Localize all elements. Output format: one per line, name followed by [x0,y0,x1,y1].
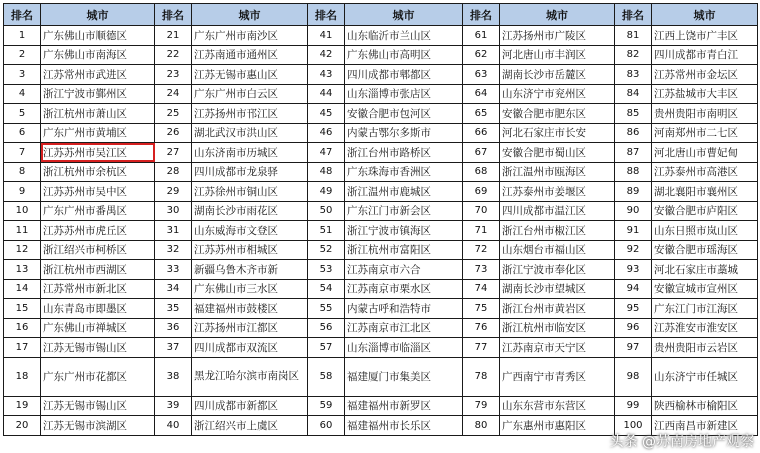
rank-cell: 13 [4,260,41,280]
rank-cell: 73 [463,260,500,280]
rank-cell: 45 [308,104,345,124]
rank-cell: 7 [4,143,41,163]
rank-cell: 24 [155,84,192,104]
city-cell: 安徽合肥市肥东区 [500,104,615,124]
table-row [4,221,758,241]
rank-cell: 96 [615,318,652,338]
city-cell: 广东佛山市禅城区 [41,318,155,338]
rank-cell: 74 [463,279,500,299]
city-cell: 浙江宁波市鄞州区 [41,84,155,104]
table-row [4,65,758,85]
city-cell: 安徽合肥市庐阳区 [652,201,758,221]
rank-cell: 43 [308,65,345,85]
rank-cell: 18 [4,357,41,396]
city-cell: 湖南长沙市雨花区 [192,201,308,221]
rank-cell: 16 [4,318,41,338]
table-row [4,201,758,221]
city-cell: 江苏苏州市吴中区 [41,182,155,202]
rank-cell: 49 [308,182,345,202]
table-row [4,45,758,65]
rank-cell: 48 [308,162,345,182]
city-cell: 江苏扬州市广陵区 [500,26,615,46]
rank-cell: 58 [308,357,345,396]
rank-cell: 92 [615,240,652,260]
rank-cell: 36 [155,318,192,338]
rank-cell: 44 [308,84,345,104]
city-cell: 山东东营市东营区 [500,396,615,416]
city-cell: 江苏南通市通州区 [192,45,308,65]
city-cell: 山东淄博市临淄区 [345,338,463,358]
rank-cell: 77 [463,338,500,358]
column-header-rank: 排名 [155,4,192,26]
city-cell: 江苏泰州市高港区 [652,162,758,182]
city-cell: 江苏南京市天宁区 [500,338,615,358]
city-cell: 福建福州市鼓楼区 [192,299,308,319]
rank-cell: 67 [463,143,500,163]
rank-cell: 86 [615,123,652,143]
rank-cell: 72 [463,240,500,260]
city-cell: 山东淄博市张店区 [345,84,463,104]
rank-cell: 62 [463,45,500,65]
city-cell: 黑龙江哈尔滨市南岗区 [192,357,308,396]
rank-cell: 25 [155,104,192,124]
rank-cell: 60 [308,416,345,436]
city-cell: 河北石家庄市藁城 [652,260,758,280]
city-cell: 四川成都市新都区 [192,396,308,416]
rank-cell: 66 [463,123,500,143]
city-cell: 广东江门市新会区 [345,201,463,221]
rank-cell: 26 [155,123,192,143]
city-cell: 浙江宁波市镇海区 [345,221,463,241]
city-cell: 江苏扬州市江都区 [192,318,308,338]
rank-cell: 55 [308,299,345,319]
rank-cell: 78 [463,357,500,396]
table-row [4,318,758,338]
column-header-rank: 排名 [308,4,345,26]
rank-cell: 8 [4,162,41,182]
city-cell: 河北石家庄市长安 [500,123,615,143]
city-cell: 河南郑州市二七区 [652,123,758,143]
city-cell: 浙江杭州市余杭区 [41,162,155,182]
rank-cell: 65 [463,104,500,124]
city-cell: 广东佛山市三水区 [192,279,308,299]
rank-cell: 87 [615,143,652,163]
table-row [4,123,758,143]
rank-cell: 52 [308,240,345,260]
table-row [4,338,758,358]
city-cell: 江苏苏州市虎丘区 [41,221,155,241]
rank-cell: 68 [463,162,500,182]
city-cell: 贵州贵阳市云岩区 [652,338,758,358]
rank-cell: 59 [308,396,345,416]
city-cell: 安徽合肥市包河区 [345,104,463,124]
rank-cell: 53 [308,260,345,280]
rank-cell: 39 [155,396,192,416]
rank-cell: 91 [615,221,652,241]
city-cell: 福建福州市长乐区 [345,416,463,436]
city-cell: 四川成都市双流区 [192,338,308,358]
rank-cell: 5 [4,104,41,124]
city-cell: 江苏盐城市大丰区 [652,84,758,104]
rank-cell: 29 [155,182,192,202]
rank-cell: 46 [308,123,345,143]
city-cell: 江苏扬州市邗江区 [192,104,308,124]
rank-cell: 70 [463,201,500,221]
city-cell: 福建福州市新罗区 [345,396,463,416]
rank-cell: 82 [615,45,652,65]
city-cell: 广西南宁市青秀区 [500,357,615,396]
rank-cell: 89 [615,182,652,202]
ranking-table [3,3,758,436]
table-row [4,104,758,124]
rank-cell: 98 [615,357,652,396]
rank-cell: 17 [4,338,41,358]
city-cell: 河北唐山市丰润区 [500,45,615,65]
rank-cell: 75 [463,299,500,319]
column-header-rank: 排名 [463,4,500,26]
city-cell: 浙江杭州市西湖区 [41,260,155,280]
column-header-rank: 排名 [615,4,652,26]
city-cell: 陕西榆林市榆阳区 [652,396,758,416]
city-cell: 山东日照市岚山区 [652,221,758,241]
rank-cell: 10 [4,201,41,221]
rank-cell: 100 [615,416,652,436]
city-cell: 江苏无锡市惠山区 [192,65,308,85]
city-cell: 江苏无锡市锡山区 [41,338,155,358]
rank-cell: 4 [4,84,41,104]
city-cell: 四川成都市青白江 [652,45,758,65]
rank-cell: 15 [4,299,41,319]
rank-cell: 11 [4,221,41,241]
city-cell: 江苏南京市六合 [345,260,463,280]
header-row [4,4,758,26]
table-row [4,240,758,260]
table-row [4,279,758,299]
rank-cell: 28 [155,162,192,182]
rank-cell: 63 [463,65,500,85]
city-cell: 广东珠海市香洲区 [345,162,463,182]
city-cell: 山东济宁市兖州区 [500,84,615,104]
city-cell: 广东佛山市南海区 [41,45,155,65]
table-row [4,26,758,46]
city-cell: 江苏徐州市铜山区 [192,182,308,202]
city-cell: 安徽合肥市蜀山区 [500,143,615,163]
column-header-rank: 排名 [4,4,41,26]
city-cell: 广东广州市白云区 [192,84,308,104]
rank-cell: 32 [155,240,192,260]
rank-cell: 95 [615,299,652,319]
rank-cell: 85 [615,104,652,124]
city-cell: 浙江台州市椒江区 [500,221,615,241]
city-cell: 广东广州市花都区 [41,357,155,396]
city-cell: 浙江温州市瓯海区 [500,162,615,182]
city-cell: 广东广州市南沙区 [192,26,308,46]
rank-cell: 1 [4,26,41,46]
city-cell: 广东惠州市惠阳区 [500,416,615,436]
city-cell: 山东威海市文登区 [192,221,308,241]
rank-cell: 57 [308,338,345,358]
rank-cell: 99 [615,396,652,416]
city-cell: 四川成都市温江区 [500,201,615,221]
city-cell: 江苏南京市江北区 [345,318,463,338]
city-cell: 四川成都市郫都区 [345,65,463,85]
rank-cell: 34 [155,279,192,299]
city-cell: 广东广州市黄埔区 [41,123,155,143]
city-cell: 山东临沂市兰山区 [345,26,463,46]
rank-cell: 38 [155,357,192,396]
city-cell: 福建厦门市集美区 [345,357,463,396]
city-cell: 浙江宁波市奉化区 [500,260,615,280]
rank-cell: 84 [615,84,652,104]
rank-cell: 51 [308,221,345,241]
rank-cell: 93 [615,260,652,280]
rank-cell: 69 [463,182,500,202]
city-cell: 广东佛山市高明区 [345,45,463,65]
city-cell: 江苏无锡市锡山区 [41,396,155,416]
city-cell: 浙江杭州市临安区 [500,318,615,338]
rank-cell: 31 [155,221,192,241]
city-cell: 浙江绍兴市上虞区 [192,416,308,436]
city-cell: 安徽合肥市瑶海区 [652,240,758,260]
city-cell: 江苏苏州市相城区 [192,240,308,260]
rank-cell: 64 [463,84,500,104]
rank-cell: 90 [615,201,652,221]
city-cell: 浙江杭州市萧山区 [41,104,155,124]
table-row [4,162,758,182]
rank-cell: 9 [4,182,41,202]
rank-cell: 35 [155,299,192,319]
city-cell: 江苏常州市武进区 [41,65,155,85]
city-cell: 四川成都市龙泉驿 [192,162,308,182]
city-cell: 湖北武汉市洪山区 [192,123,308,143]
city-cell: 浙江绍兴市柯桥区 [41,240,155,260]
watermark: 头条 @苏南房地产观察 [609,434,754,450]
rank-cell: 71 [463,221,500,241]
table-row [4,143,758,163]
city-cell: 内蒙古呼和浩特市 [345,299,463,319]
table-row [4,260,758,280]
rank-cell: 56 [308,318,345,338]
rank-cell: 61 [463,26,500,46]
column-header-city: 城市 [500,4,615,26]
table-row [4,182,758,202]
rank-cell: 88 [615,162,652,182]
rank-cell: 79 [463,396,500,416]
table-row [4,357,758,396]
city-cell: 河北唐山市曹妃甸 [652,143,758,163]
city-cell: 湖南长沙市岳麓区 [500,65,615,85]
rank-cell: 83 [615,65,652,85]
city-cell: 江苏南京市栗水区 [345,279,463,299]
rank-cell: 40 [155,416,192,436]
rank-cell: 54 [308,279,345,299]
rank-cell: 30 [155,201,192,221]
city-cell: 江苏常州市新北区 [41,279,155,299]
city-cell: 贵州贵阳市南明区 [652,104,758,124]
rank-cell: 37 [155,338,192,358]
rank-cell: 97 [615,338,652,358]
city-cell: 湖北襄阳市襄州区 [652,182,758,202]
rank-cell: 23 [155,65,192,85]
city-cell: 浙江台州市路桥区 [345,143,463,163]
rank-cell: 80 [463,416,500,436]
city-cell: 山东烟台市福山区 [500,240,615,260]
column-header-city: 城市 [652,4,758,26]
rank-cell: 20 [4,416,41,436]
rank-cell: 19 [4,396,41,416]
rank-cell: 21 [155,26,192,46]
city-cell: 江苏无锡市滨湖区 [41,416,155,436]
city-cell: 山东青岛市即墨区 [41,299,155,319]
city-cell: 江西上饶市广丰区 [652,26,758,46]
city-cell: 江苏泰州市姜堰区 [500,182,615,202]
rank-cell: 12 [4,240,41,260]
city-cell: 广东江门市江海区 [652,299,758,319]
column-header-city: 城市 [41,4,155,26]
rank-cell: 22 [155,45,192,65]
rank-cell: 94 [615,279,652,299]
rank-cell: 41 [308,26,345,46]
rank-cell: 6 [4,123,41,143]
table-body [4,26,758,436]
city-cell: 山东济南市历城区 [192,143,308,163]
rank-cell: 76 [463,318,500,338]
city-cell: 新疆乌鲁木齐市新 [192,260,308,280]
city-cell: 浙江杭州市富阳区 [345,240,463,260]
city-cell: 内蒙古鄂尔多斯市 [345,123,463,143]
city-cell: 广东佛山市顺德区 [41,26,155,46]
city-cell: 江苏常州市金坛区 [652,65,758,85]
column-header-city: 城市 [192,4,308,26]
table-row [4,396,758,416]
rank-cell: 42 [308,45,345,65]
city-cell: 江苏淮安市淮安区 [652,318,758,338]
table-row [4,84,758,104]
city-cell: 山东济宁市任城区 [652,357,758,396]
rank-cell: 81 [615,26,652,46]
rank-cell: 3 [4,65,41,85]
rank-cell: 47 [308,143,345,163]
city-cell: 广东广州市番禺区 [41,201,155,221]
city-cell: 浙江台州市黄岩区 [500,299,615,319]
highlighted-city-cell: 江苏苏州市吴江区 [41,143,155,163]
column-header-city: 城市 [345,4,463,26]
city-cell: 安徽宣城市宣州区 [652,279,758,299]
city-cell: 江西南昌市新建区 [652,416,758,436]
city-cell: 湖南长沙市望城区 [500,279,615,299]
city-cell: 浙江温州市鹿城区 [345,182,463,202]
rank-cell: 2 [4,45,41,65]
rank-cell: 50 [308,201,345,221]
rank-cell: 14 [4,279,41,299]
table-row [4,299,758,319]
rank-cell: 27 [155,143,192,163]
rank-cell: 33 [155,260,192,280]
